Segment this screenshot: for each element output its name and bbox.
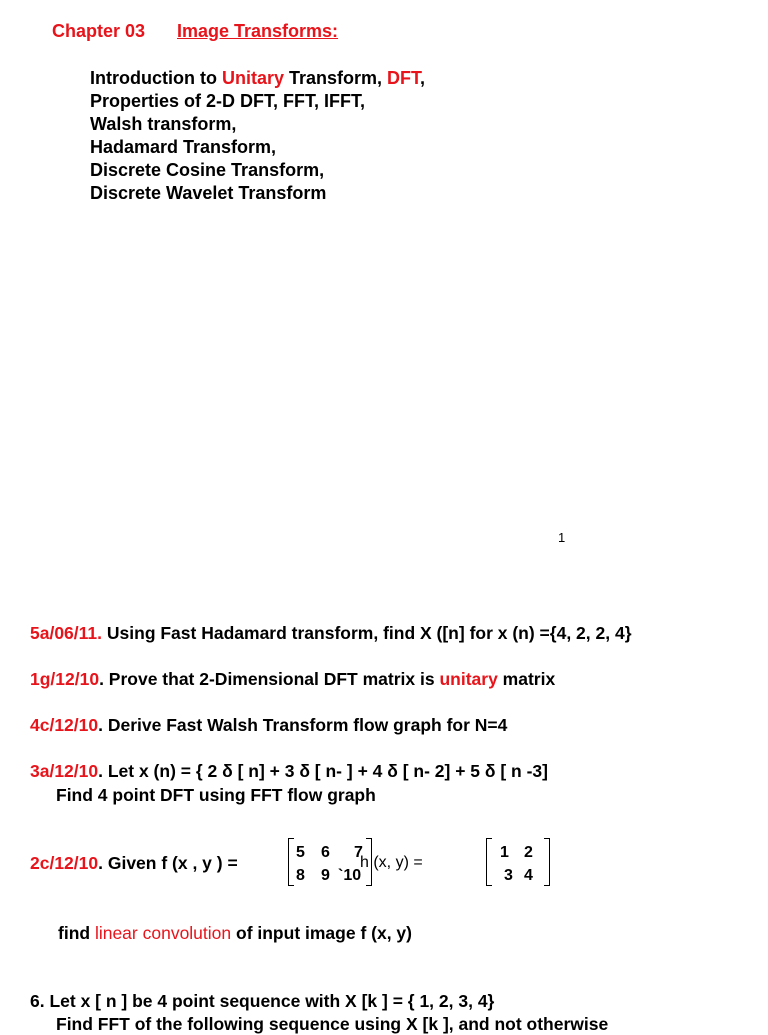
question-text: matrix [497, 669, 556, 689]
topic-text: , [420, 68, 426, 88]
matrix-cell: 2 [524, 844, 533, 861]
topic-highlight-dft: DFT [387, 68, 421, 88]
topic-item-properties: Properties of 2-D DFT, FFT, IFFT, [90, 91, 366, 111]
chapter-label [52, 20, 145, 42]
question-text: . Prove that 2-Dimensional DFT matrix is [99, 669, 440, 689]
page-number: 1 [558, 530, 566, 545]
question-highlight: unitary [439, 669, 498, 689]
matrix-cell: 3 [504, 867, 513, 884]
question-text: . Let x (n) = { 2 δ [ n] + 3 δ [ n- ] + 4 δ [ n- 2] + 5 δ [ n -3] [98, 761, 548, 781]
matrix-cell: 1 [500, 844, 509, 861]
matrix-cell: 5 [296, 844, 305, 861]
matrix-left-bracket [486, 838, 492, 886]
chapter-number: Chapter 03 [52, 21, 146, 41]
question-code: 5a/06/11. [30, 623, 103, 643]
topic-item-dwt: Discrete Wavelet Transform [90, 183, 327, 203]
matrix-left-bracket [288, 838, 294, 886]
question-code: 1g/12/10 [30, 669, 100, 689]
question-text: . Given f (x , y ) = [98, 853, 238, 873]
question-text: . Derive Fast Walsh Transform flow graph for N=4 [98, 715, 508, 735]
question-text: find [58, 923, 95, 943]
topic-text: Introduction to [90, 68, 222, 88]
topic-item-hadamard: Hadamard Transform, [90, 137, 277, 157]
question-2c [30, 852, 238, 874]
chapter-heading: Image Transforms: [177, 21, 339, 41]
question-text: of input image f (x, y) [231, 923, 412, 943]
question-code: 3a/12/10 [30, 761, 99, 781]
matrix-cell: 7 [354, 844, 363, 861]
h-matrix [486, 838, 550, 886]
question-code: 2c/12/10 [30, 853, 99, 873]
matrix-cell: 6 [321, 844, 330, 861]
matrix-cell: 9 [321, 867, 330, 884]
question-3a-line2: Find 4 point DFT using FFT flow graph [56, 785, 376, 805]
matrix-cell: `10 [338, 867, 362, 884]
matrix-cell: 8 [296, 867, 305, 884]
question-6-line2: Find FFT of the following sequence using X [k ], and not otherwise [56, 1014, 609, 1034]
matrix-right-bracket [544, 838, 550, 886]
h-label: h (x, y) = [360, 854, 423, 871]
question-text: Using Fast Hadamard transform, find X ([n] for x (n) ={4, 2, 2, 4} [102, 623, 632, 643]
question-5a [30, 622, 632, 644]
topic-item-dct: Discrete Cosine Transform, [90, 160, 325, 180]
topic-item-walsh: Walsh transform, [90, 114, 237, 134]
topic-item-unitary-dft [90, 67, 425, 89]
topic-text: Transform, [283, 68, 388, 88]
question-highlight: linear convolution [94, 923, 232, 943]
question-4c [30, 714, 507, 736]
question-1g [30, 668, 555, 690]
question-3a [30, 760, 548, 782]
matrix-cell: 4 [524, 867, 533, 884]
question-6: 6. Let x [ n ] be 4 point sequence with X [k ] = { 1, 2, 3, 4} [30, 991, 495, 1011]
topic-highlight-unitary: Unitary [221, 68, 284, 88]
question-2c-find [58, 922, 412, 944]
question-code: 4c/12/10 [30, 715, 99, 735]
